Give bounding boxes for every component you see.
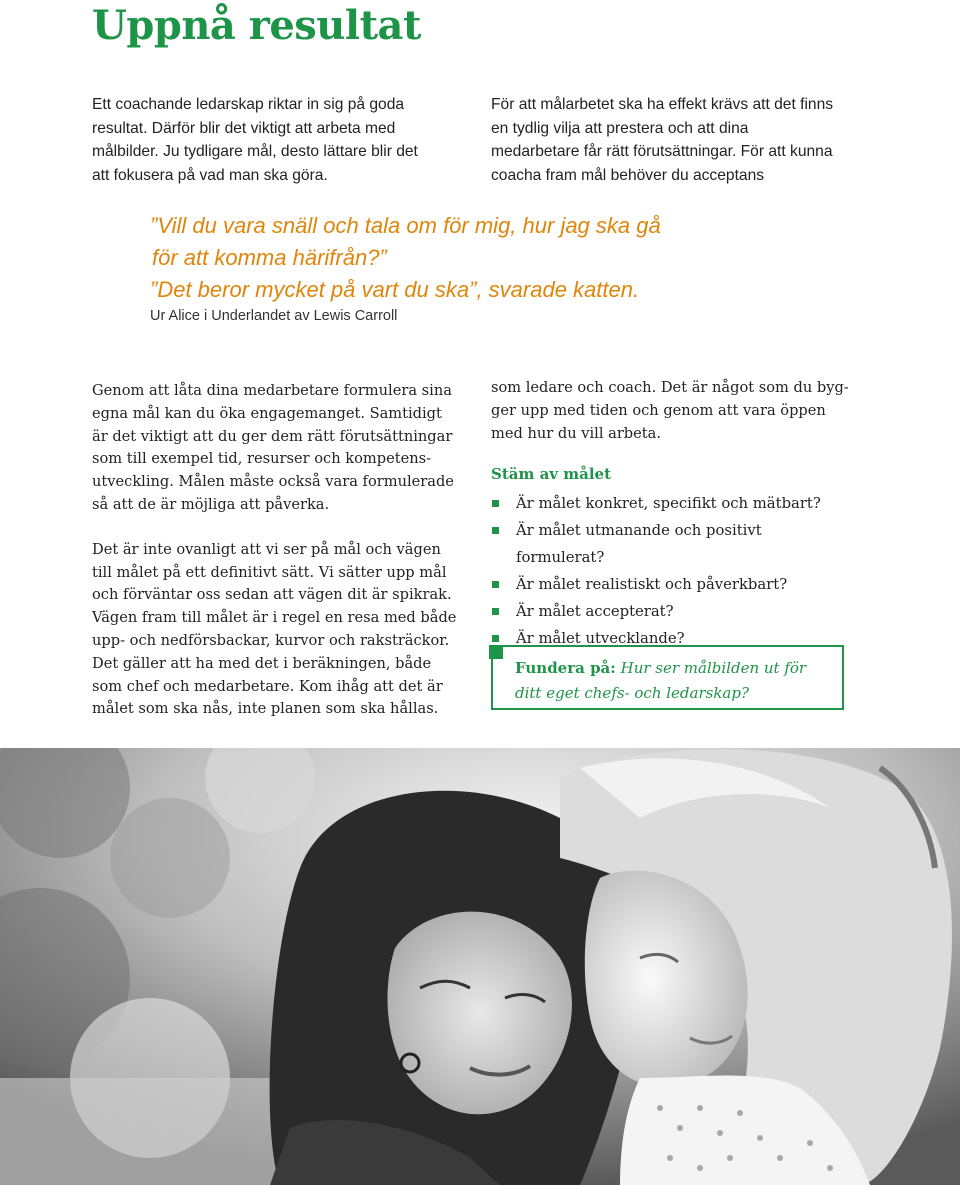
checklist-title: Stäm av målet [491,465,611,484]
quote-block [150,210,790,324]
body-right-column [491,377,851,652]
square-bullet-icon [492,608,499,615]
reflection-question: Hur ser målbilden ut för ditt eget chefs- och ledarskap? [515,659,807,702]
corner-square-icon [489,645,503,659]
square-bullet-icon [492,635,499,642]
quote-line-2: för att komma härifrån?” [152,245,387,270]
checklist-item: Är målet utmanande och positivt formulerat? [491,517,851,571]
square-bullet-icon [492,500,499,507]
checklist [491,490,851,652]
quote-line-3: ”Det beror mycket på vart du ska”, svarade katten. [150,277,640,302]
checklist-item: Är målet konkret, specifikt och mätbart? [491,490,851,517]
reflection-text [515,656,835,706]
square-bullet-icon [492,527,499,534]
photo-illustration [0,748,960,1185]
checklist-item: Är målet accepterat? [491,598,851,625]
intro-right-paragraph: För att målarbetet ska ha effekt krävs att det finns en tydlig vilja att prestera och att dina medarbetare får rätt förutsättningar. För att kunna coacha fram mål behöver du acceptans [491,96,834,184]
quote-source: Ur Alice i Underlandet av Lewis Carroll [150,308,398,324]
page-title: Uppnå resultat [92,2,421,49]
body-right-paragraph-1: som ledare och coach. Det är något som du byg-ger upp med tiden och genom att vara öppen med hur du vill arbeta. [491,379,849,442]
box-left-border [491,659,493,710]
square-bullet-icon [492,581,499,588]
intro-left-paragraph: Ett coachande ledarskap riktar in sig på goda resultat. Därför blir det viktigt att arbeta med målbilder. Ju tydligare mål, desto lättare blir det att fokusera på vad man ska göra. [92,96,418,184]
checklist-item: Är målet realistiskt och påverkbart? [491,571,851,598]
reflection-label: Fundera på: [515,659,616,677]
body-left-paragraph-1: Genom att låta dina medarbetare formulera sina egna mål kan du öka engagemanget. Samtidigt är det viktigt att du ger dem rätt förutsättningar som till exempel tid, resurser och kompetens-utveckling. Målen måste också vara formulerade så att de är möjliga att påverka. [92,382,454,513]
checklist-item: Är målet utvecklande? [491,625,851,652]
photo-two-women [0,748,960,1185]
body-left-paragraph-2: Det är inte ovanligt att vi ser på mål och vägen till målet på ett definitivt sätt. Vi sätter upp mål och förväntar oss sedan att vägen dit är spikrak. Vägen fram till målet är i regel en resa med både upp- och nedförsbackar, kurvor och raksträckor. Det gäller att ha med det i beräkningen, både som chef och medarbetare. Kom ihåg att det är målet som ska nås, inte planen som ska hållas. [92,540,457,718]
reflection-box [491,645,844,710]
quote-line-1: ”Vill du vara snäll och tala om för mig, hur jag ska gå [150,213,661,238]
body-left-column [92,380,457,743]
